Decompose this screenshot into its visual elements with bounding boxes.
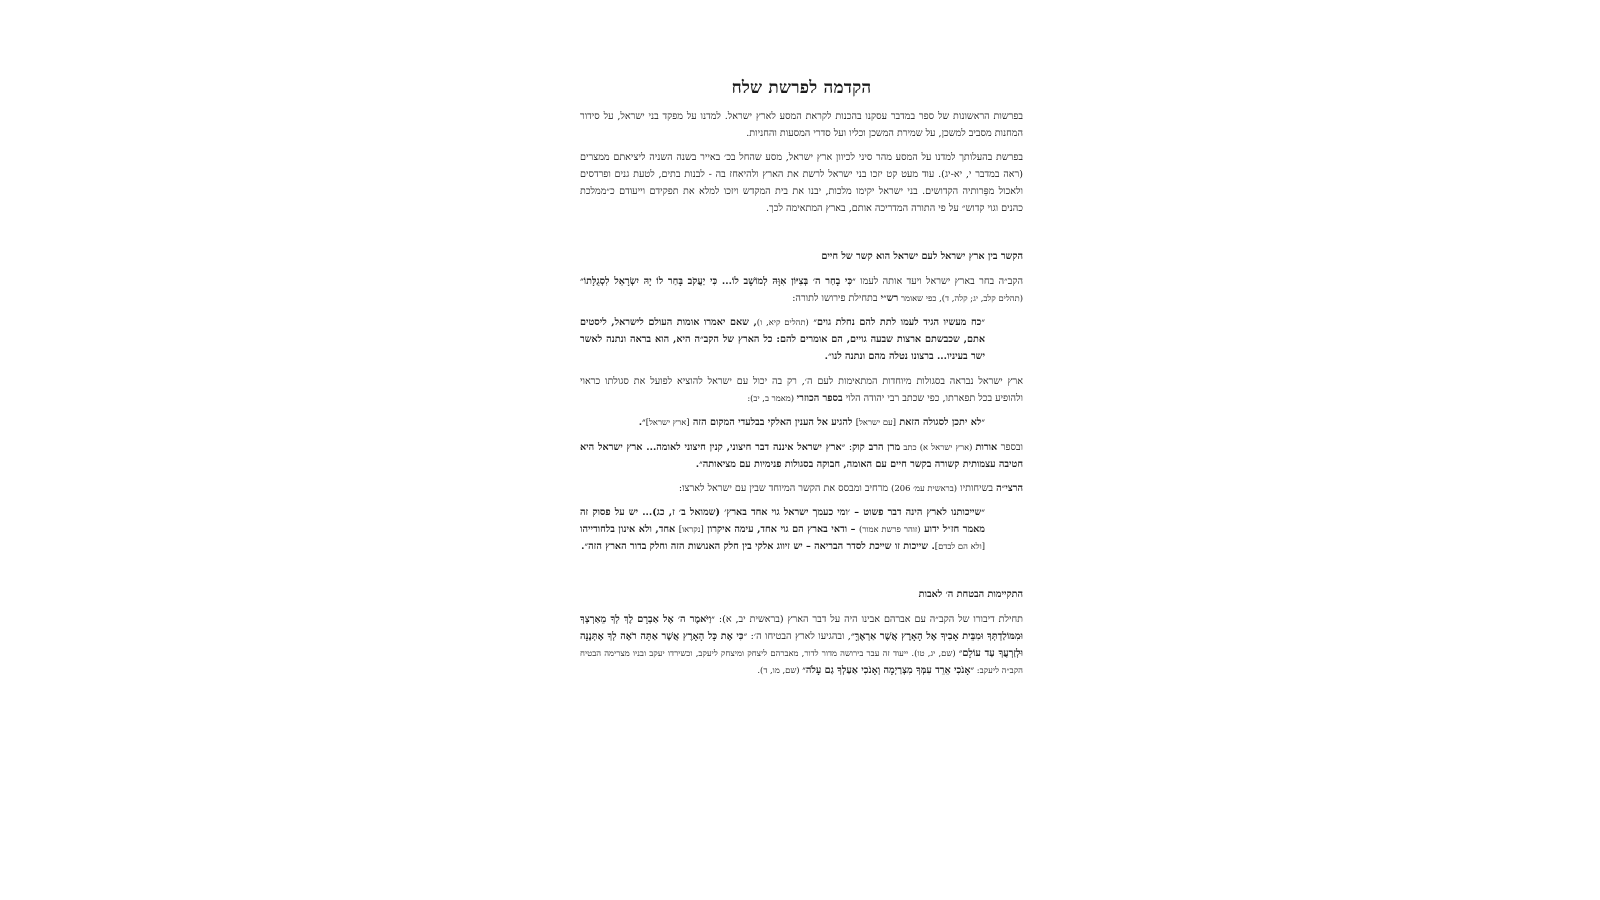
inline-quote: ״ארץ ישראל איננה דבר חיצוני, קנין חיצוני לאומה... ארץ ישראל היא חטיבה עצמותית קשורה בקשר חיים עם האומה, חבוקה בסגולות פנימיות עם מציאותה״.: [580, 442, 1023, 470]
quote-text: אחד, ולא אינון בלחודייהו: [580, 524, 679, 535]
author-name: רש״י: [880, 293, 899, 304]
quote-text: , שאם יאמרו אומות העולם לישראל, ליסטים אתם, שכבשתם ארצות שבעה גויים, הם אומרים להם: כל הארץ של הקב״ה היא, הוא בראה ונתנה לאשר ישר בעיניו... ברצונו נטלה מהם ונתנה לנו״.: [580, 317, 985, 362]
source-citation: (ארץ ישראל א) כתב: [900, 442, 976, 452]
quote-text: ״כח מעשיו הגיד לעמו לתת להם נחלת גוים״: [808, 317, 985, 328]
text-run: בשיחותיו: [957, 483, 997, 494]
verse-quote: ״וַיֹּאמֶר ה׳ אֶל אַבְרָם לֶךְ לְךָ מֵאַרְצְךָ וּמִמּוֹלַדְתְּךָ וּמִבֵּית אָבִיךָ אֶל הָאָרֶץ אֲשֶׁר אַרְאֶךָּ״: [580, 614, 1024, 642]
bracket-note: [נקראו]: [678, 524, 704, 534]
text-run: בתחילת פירושו לתורה:: [792, 293, 881, 304]
author-name: מרן הרב קוק: [852, 442, 901, 453]
page-title: הקדמה לפרשת שלח: [731, 78, 872, 98]
text-run: תחילת דיבורו של הקב״ה עם אברהם אבינו היה על דבר הארץ (בראשית יב, א):: [714, 614, 1023, 625]
source-citation: (תהלים קיא, ו): [756, 317, 809, 327]
verse-quote: ״אָנֹכִי אֵרֵד עִמְּךָ מִצְרַיְמָה וְאָנֹכִי אַעַלְךָ גַם עָלֹה״: [802, 665, 975, 676]
source-citation: (מאמר ב, יב):: [747, 393, 797, 403]
text-run: :: [845, 442, 853, 453]
intro-paragraph-1: בפרשות הראשונות של ספר במדבר עסקנו בהכנות לקראת המסע לארץ ישראל. למדנו על מפקד בני ישראל, על סידור המחנות מסביב למשכן, על שמירת המשכן וכליו ועל סדרי המסעות והחניות.: [580, 111, 1023, 139]
source-citation: (בראשית עמ׳ 206): [891, 483, 958, 493]
text-run: מרחיב ומבסס את הקשר המיוחד שבין עם ישראל לארצו:: [678, 483, 892, 494]
section1-paragraph-4: [580, 480, 1023, 497]
quote-text: ״לא יתכן לסגולה הזאת: [896, 417, 985, 428]
source-citation: (תהלים קלב, יג; קלה, ד), כפי שאומר: [898, 293, 1023, 303]
section2-paragraph-1: [580, 611, 1023, 679]
bracket-note: [ארץ ישראל]: [645, 417, 690, 427]
verse-quote: ״כִּי בָחַר ה׳ בְּצִיּוֹן אִוָּהּ לְמוֹשָׁב לוֹ... כִּי יַעֲקֹב בָּחַר לוֹ יָהּ יִשְׂרָאֵל לִסְגֻלָּתוֹ״: [580, 276, 856, 287]
quote-text: ״.: [638, 417, 646, 428]
quote-kuzari: [580, 414, 985, 431]
section-heading-land-people-bond: הקשר בין ארץ ישראל לעם ישראל הוא קשר של חיים: [821, 251, 1023, 262]
source-citation: (זוהר פרשת אמור): [859, 524, 921, 534]
bracket-note: [ולא הם לבדם]: [934, 541, 985, 551]
source-citation: (שם, מו, ד).: [757, 665, 803, 675]
quote-text: ״שייכותנו לארץ הינה דבר פשוט – ׳ומי כעמך ישראל גוי אחד בארץ׳ (שמואל ב׳ ז, כג)... יש על פסוק זה מאמר חז״ל ידוע: [580, 507, 985, 535]
quote-raziah: [580, 504, 985, 555]
document-page: [580, 78, 1023, 679]
text-run: (שם, יג, טו). ייעוד זה עבר בירושה מדור לדור, מאברהם ליצחק ומיצחק ליעקב, וכשירדו יעקב ובניו מצרימה הבטיח הקב״ה ליעקב:: [580, 648, 1023, 675]
text-run: הקב״ה בחר בארץ ישראל ויעד אותה לעמו: [855, 276, 1024, 287]
quote-text: – ודאי בארץ הם גוי אחד, עימה איקרון: [703, 524, 859, 535]
bracket-note: [עם ישראל]: [855, 417, 897, 427]
quote-text: . שייכות זו שייכת לסדר הבריאה – יש זיווג אלקי בין חלק האנושות הזה וחלק בדור הארץ הזה״.: [581, 541, 935, 552]
text-run: ארץ ישראל נבראה בסגולות מיוחדות המתאימות לעם ה׳, רק בה יכול עם ישראל להוציא לפועל את סגולתו כראוי ולהופיע בכל תפארתו, כפי שכתב רבי יהודה הלוי: [580, 376, 1023, 404]
book-name: אורות: [975, 442, 998, 453]
section-heading-promise-fulfilment: התקיימות הבטחת ה׳ לאבות: [918, 589, 1023, 600]
text-run: , ובהגיעו לארץ הבטיחו ה׳:: [747, 631, 851, 642]
intro-paragraph-2: בפרשת בהעלותך למדנו על המסע מהר סיני לכיוון ארץ ישראל, מסע שהחל בכ׳ באייר בשנה השניה ליציאתם ממצרים (ראה במדבר י, יא-יג). עוד מעט קט יזכו בני ישראל לרשת את הארץ ולהיאחז בה - לבנות בתים, לטעת גנים ופרדסים ולאכול מפֵּרותיה הקדושים. בני ישראל יקימו מלכות, יבנו את בית המקדש ויזכו למלא את תפקידם וייעודם כ״ממלכת כהנים וגוי קדוש״ על פי התורה המדריכה אותם, בארץ המתאימה לכך.: [580, 152, 1023, 214]
section1-paragraph-3: [580, 439, 1023, 473]
text-run: ובספר: [997, 442, 1024, 453]
author-name: הרצי״ה: [996, 483, 1023, 494]
section1-paragraph-2: [580, 373, 1023, 407]
book-name: בספר הכוזרי: [796, 393, 843, 404]
verse-quote: ״כִּי אֶת כָּל הָאָרֶץ אֲשֶׁר אַתָּה רֹאֶה לְךָ אֶתְּנֶנָּה וּלְזַרְעֲךָ עַד עוֹלָם״: [580, 631, 1023, 659]
quote-rashi: [580, 314, 985, 365]
quote-text: להגיע אל הענין האלקי בבלעדי המקום הזה: [689, 417, 856, 428]
section1-paragraph-1: [580, 273, 1023, 307]
